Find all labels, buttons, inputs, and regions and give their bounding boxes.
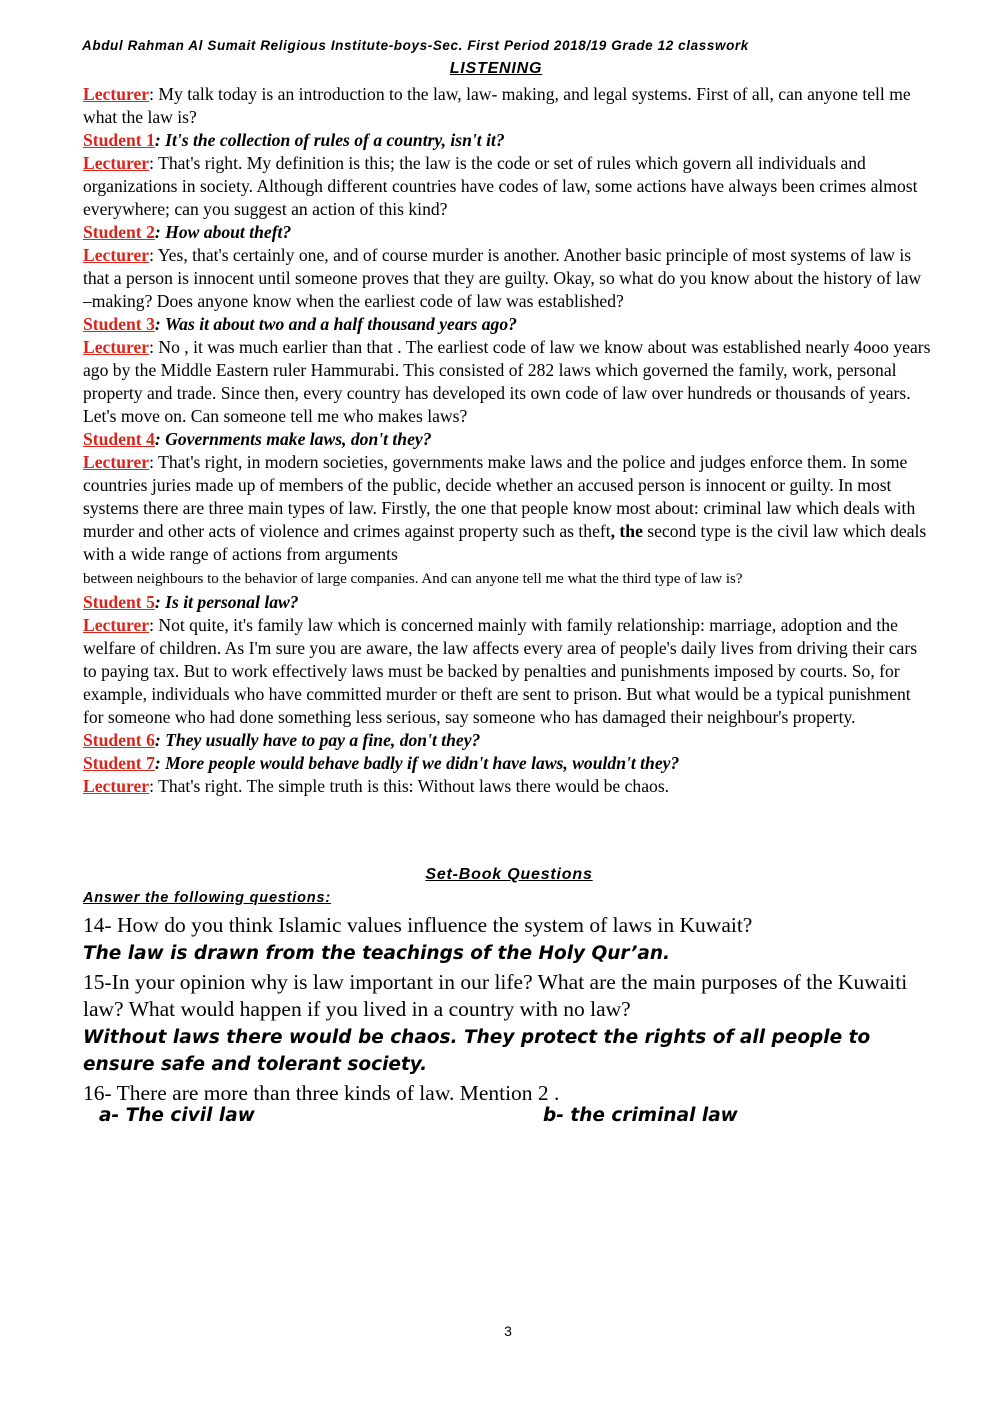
answer-16a: a- The civil law: [99, 1105, 255, 1126]
listening-title: LISTENING: [449, 60, 543, 77]
dialogue-line: Lecturer: No , it was much earlier than that . The earliest code of law we know about was established nearly 4ooo years ago by the Middle Eastern ruler Hammurabi. This consisted of 282 laws which governed the family, work, personal property and trade. Since then, every country has developed its own code of law over hundreds or thousands of years. Let's move on. Can someone tell me who makes laws?: [83, 337, 931, 426]
question-15: 15-In your opinion why is law important in our life? What are the main purposes of the Kuwaiti law? What would happen if you lived in a country with no law?: [83, 970, 908, 1021]
question-16: 16- There are more than three kinds of law. Mention 2 .: [83, 1081, 560, 1105]
dialogue-line: Student 4: Governments make laws, don't they?: [83, 429, 432, 449]
speaker-label: Student 5: [83, 592, 155, 612]
speaker-label: Lecturer: [83, 245, 150, 265]
setbook-title: Set-Book Questions: [425, 866, 593, 883]
dialogue-line: Lecturer: My talk today is an introduction to the law, law- making, and legal systems. First of all, can anyone tell me what the law is?: [83, 84, 911, 127]
speaker-label: Student 7: [83, 753, 155, 773]
dialogue-line: Lecturer: That's right, in modern societies, governments make laws and the police and judges enforce them. In some countries juries made up of members of the public, decide whether an accused person is innocent or guilty. In most systems there are three main types of law. Firstly, the one that people know most about: criminal law which deals with murder and other acts of violence and crimes against property such as theft, the second type is the civil law which deals with a wide range of actions from arguments between neighbours to the behavior of large companies. And can anyone tell me what the third type of law is?: [83, 452, 927, 587]
question-14: 14- How do you think Islamic values influence the system of laws in Kuwait?: [83, 913, 753, 937]
speaker-label: Student 3: [83, 314, 155, 334]
dialogue-line: Student 3: Was it about two and a half thousand years ago?: [83, 314, 517, 334]
answer-14: The law is drawn from the teachings of the Holy Qur’an.: [83, 943, 671, 964]
listening-transcript: [83, 83, 933, 798]
speaker-label: Lecturer: [83, 153, 150, 173]
dialogue-line: Lecturer: Not quite, it's family law which is concerned mainly with family relationship: marriage, adoption and the welfare of children. As I'm sure you are aware, the law affects every area of people's daily lives from driving their cars to paying tax. But to work effectively laws must be backed by penalties and punishments imposed by courts. So, for example, individuals who have committed murder or theft are sent to prison. But what would be a typical punishment for someone who had done something less serious, say someone who has damaged their neighbour's property.: [83, 615, 918, 727]
speaker-label: Student 4: [83, 429, 155, 449]
dialogue-line: Student 7: More people would behave badly if we didn't have laws, wouldn't they?: [83, 753, 680, 773]
dialogue-line: Student 6: They usually have to pay a fine, don't they?: [83, 730, 481, 750]
page-number: 3: [504, 1323, 512, 1339]
dialogue-line: Student 2: How about theft?: [83, 222, 292, 242]
dialogue-line: Student 5: Is it personal law?: [83, 592, 299, 612]
speaker-label: Student 6: [83, 730, 155, 750]
speaker-label: Student 2: [83, 222, 155, 242]
speaker-label: Lecturer: [83, 452, 150, 472]
setbook-instruction: Answer the following questions:: [83, 890, 331, 906]
speaker-label: Student 1: [83, 130, 155, 150]
dialogue-line: Lecturer: That's right. My definition is this; the law is the code or set of rules which govern all individuals and organizations in society. Although different countries have codes of law, some actions have always been crimes almost everywhere; can you suggest an action of this kind?: [83, 153, 918, 219]
speaker-label: Lecturer: [83, 615, 150, 635]
dialogue-line: Lecturer: That's right. The simple truth is this: Without laws there would be chaos.: [83, 776, 670, 796]
answer-15: Without laws there would be chaos. They protect the rights of all people to ensure safe and tolerant society.: [83, 1027, 871, 1075]
dialogue-line: Student 1: It's the collection of rules of a country, isn't it?: [83, 130, 505, 150]
speaker-label: Lecturer: [83, 84, 150, 104]
page-header: Abdul Rahman Al Sumait Religious Institute-boys-Sec. First Period 2018/19 Grade 12 classwork: [82, 38, 749, 53]
question-block: [83, 912, 935, 1107]
speaker-label: Lecturer: [83, 776, 150, 796]
answer-16b: b- the criminal law: [543, 1105, 738, 1126]
speaker-label: Lecturer: [83, 337, 150, 357]
dialogue-line: Lecturer: Yes, that's certainly one, and of course murder is another. Another basic principle of most systems of law is that a person is innocent until someone proves that they are guilty. Okay, so what do you know about the history of law –making? Does anyone know when the earliest code of law was established?: [83, 245, 922, 311]
